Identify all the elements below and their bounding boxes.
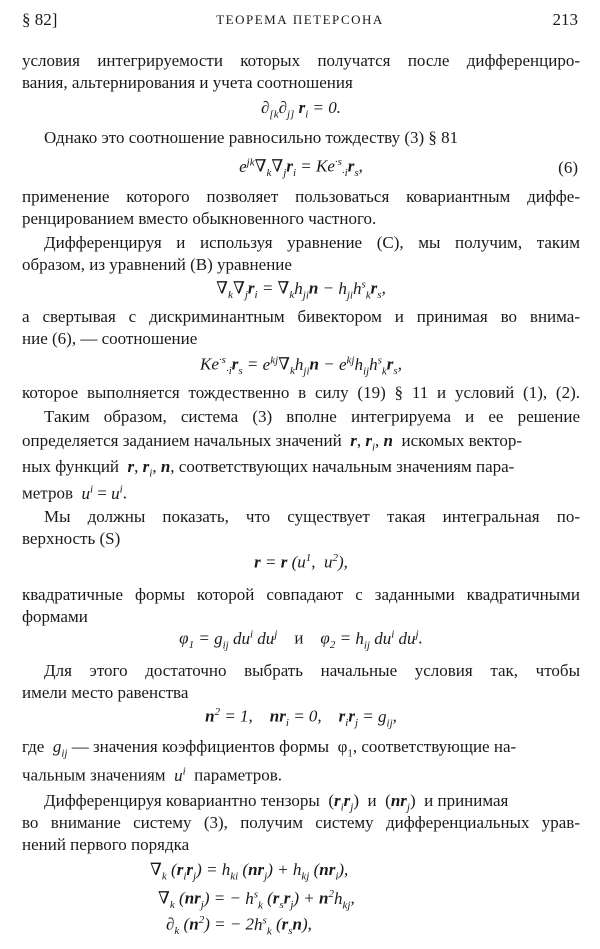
running-header <box>22 10 578 34</box>
equation-system-3: $\partial_k$ $(n^2)$ = − $2h^s_k$ $(r_sn)$, <box>166 914 312 938</box>
text-line: формами <box>22 607 88 626</box>
text-line: ных функций r, $r_i$, n, соответствующих начальным значениям пара- <box>22 457 515 480</box>
text-line: ние (6), — соотношение <box>22 329 198 348</box>
text-line: Таким образом, система (3) вполне интегрируема и ее решение <box>44 407 580 426</box>
text-line: применение которого позволяет пользоваться ковариантным диффе- <box>22 187 580 206</box>
page-number: 213 <box>552 10 578 29</box>
text-line: Мы должны показать, что существует такая интегральная по- <box>44 507 580 526</box>
text-line: Дифференцируя и используя уравнение (С), мы получим, таким <box>44 233 580 252</box>
text-line: верхность (S) <box>22 529 121 548</box>
text-line: Однако это соотношение равносильно тождеству (3) § 81 <box>44 128 459 147</box>
equation-initial-conditions: $n^2 = 1$, $nr_i = 0$, $r_ir_j = g_{ij}$, <box>205 706 397 730</box>
section-ref: § 82] <box>22 10 58 29</box>
running-title: ТЕОРЕМА ПЕТЕРСОНА <box>216 12 384 27</box>
equation-6: $e^{jk}\nabla_k\nabla_jr_i = Ke^{\cdot s}_{\cdot i}r_s$, <box>239 156 363 180</box>
text-line: имели место равенства <box>22 683 189 702</box>
equation-b: $\nabla_k\nabla_jr_i = \nabla_kh_{ji}n - h_{ji}h^s_kr_s$, <box>216 278 386 302</box>
equation-alternation: $\partial_{[k}\partial_{j]}$ $r_i = 0$. <box>261 98 341 121</box>
text-line: условия интегрируемости которых получатся после дифференциро- <box>22 51 580 70</box>
text-line: которое выполняется тождественно в силу (19) § 11 и условий (1), (2). <box>22 383 580 402</box>
text-line: Для этого достаточно выбрать начальные условия так, чтобы <box>44 661 580 680</box>
text-line: а свертывая с дискриминантным бивектором и принимая во внима- <box>22 307 580 326</box>
equation-contraction: $Ke^{\cdot s}_{\cdot i}r_s = e^{kj}\nabla_kh_{ji}n - e^{kj}h_{ij}h^s_kr_s$, <box>200 354 402 378</box>
text-line: во внимание систему (3), получим систему дифференциальных урав- <box>22 813 580 832</box>
text-line: определяется заданием начальных значений r, $r_i$, n искомых вектор- <box>22 431 523 454</box>
text-line: где $g_{ij}$ — значения коэффициентов формы $\varphi_1$, соответствующие на- <box>22 737 517 760</box>
equation-quadratic-forms: $\varphi_1 = g_{ij}$ $du^i$ $du^j$ и $\varphi_2 = h_{ij}$ $du^i$ $du^j$. <box>179 628 423 652</box>
text-line: чальным значениям $u^i$ параметров. <box>22 765 283 785</box>
text-line: квадратичные формы которой совпадают с заданными квадратичными <box>22 585 580 604</box>
text-line: ренцированием вместо обыкновенного частного. <box>22 209 377 228</box>
equation-system-2: $\nabla_k$ $(nr_j)$ = − $h^s_k$ $(r_sr_j) + n^2h_{kj}$, <box>158 888 355 912</box>
equation-surface: r = r ($u^1$, $u^2$), <box>254 552 348 572</box>
equation-number: (6) <box>558 158 578 177</box>
text-line: нений первого порядка <box>22 835 190 854</box>
text-line: Дифференцируя ковариантно тензоры $(r_ir_j)$ и $(nr_j)$ и принимая <box>44 791 509 814</box>
text-line: образом, из уравнений (B) уравнение <box>22 255 292 274</box>
equation-system-1: $\nabla_k$ $(r_ir_j) = h_{ki}$ $(nr_j) + h_{kj}$ $(nr_i)$, <box>150 860 349 883</box>
text-line: вания, альтернирования и учета соотношения <box>22 73 353 92</box>
text-line: метров $u^i = u^i$. <box>22 483 127 503</box>
